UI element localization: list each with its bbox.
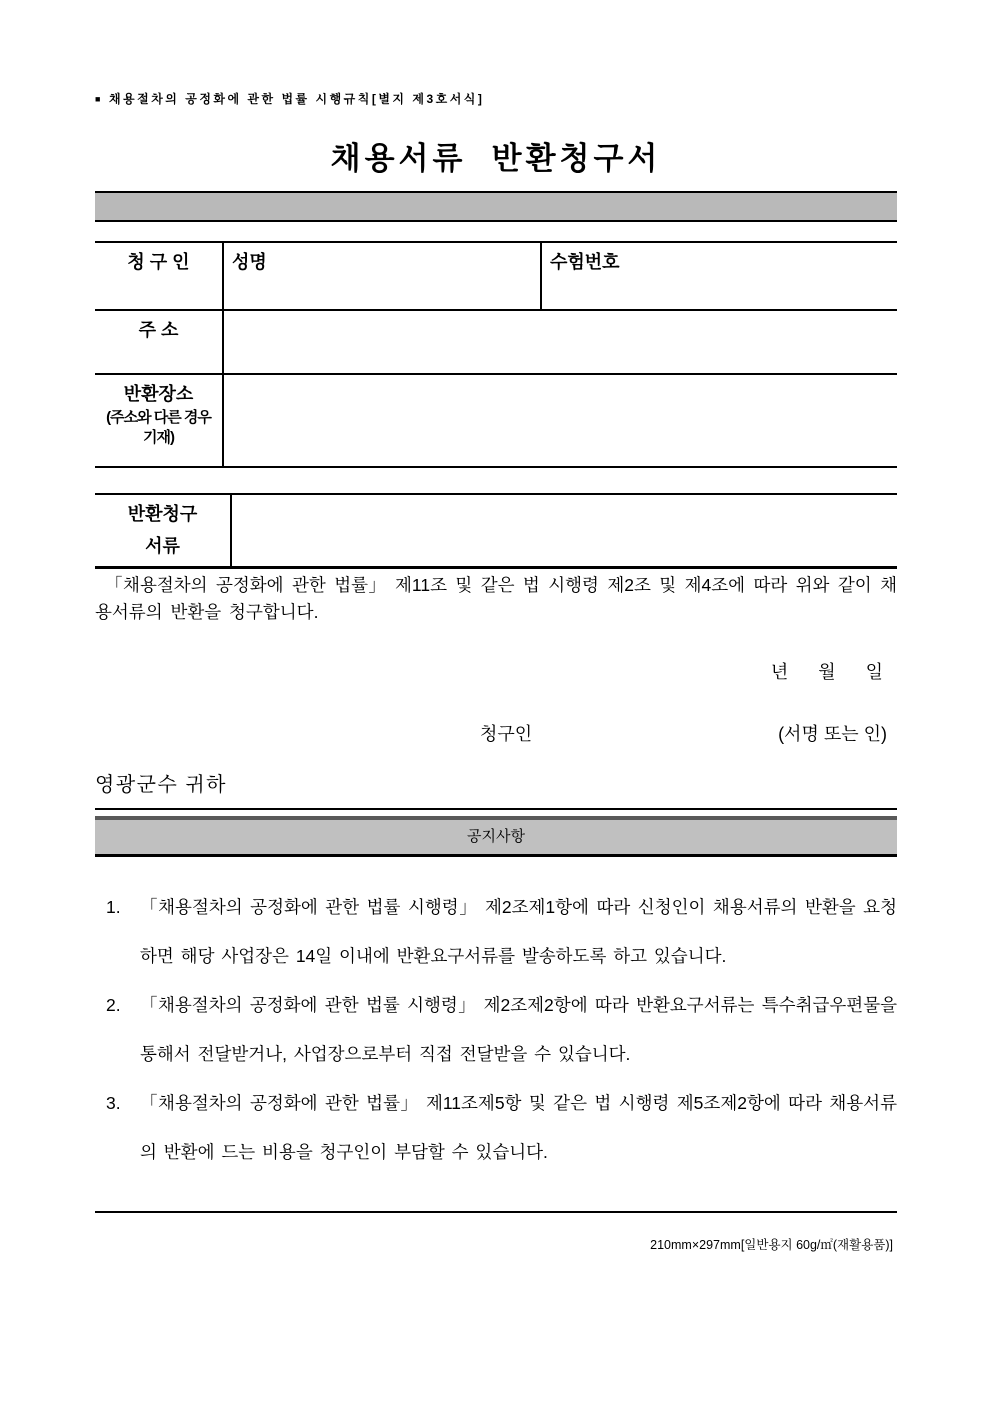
regulation-note-text: 채용절차의 공정화에 관한 법률 시행규칙[별지 제3호서식] — [108, 92, 485, 106]
paper-spec-note: 210mm×297mm[일반용지 60g/㎡(재활용품)] — [650, 1238, 893, 1253]
address-label: 주 소 — [95, 310, 223, 374]
signature-seal-note: (서명 또는 인) — [778, 724, 887, 745]
exam-number-input-cell[interactable]: 수험번호 — [541, 242, 897, 310]
address-input-cell[interactable] — [223, 310, 897, 374]
declaration-paragraph: 「채용절차의 공정화에 관한 법률」 제11조 및 같은 법 시행령 제2조 및 제4조에 따라 위와 같이 채용서류의 반환을 청구합니다. — [95, 575, 897, 623]
separator-bar — [95, 191, 897, 222]
page-title: 채용서류 반환청구서 — [330, 141, 662, 176]
bottom-rule — [95, 1211, 897, 1213]
return-place-note: (주소와 다른 경우 기재) — [106, 409, 211, 447]
list-item-text: 「채용절차의 공정화에 관한 법률 시행령」 제2조제1항에 따라 신청인이 채용서류의 반환을 요청하면 해당 사업장은 14일 이내에 반환요구서류를 발송하도록 하고 있습니다. — [140, 897, 897, 967]
return-docs-label-line2: 서류 — [145, 535, 180, 556]
regulation-note — [95, 90, 897, 107]
document-content — [95, 0, 897, 1253]
list-item-text: 「채용절차의 공정화에 관한 법률」 제11조제5항 및 같은 법 시행령 제5조제2항에 따라 채용서류의 반환에 드는 비용을 청구인이 부담할 수 있습니다. — [140, 1093, 897, 1163]
return-docs-label — [95, 494, 231, 568]
divider-rule — [95, 808, 897, 810]
return-docs-input-cell[interactable] — [231, 494, 897, 568]
list-item — [95, 1079, 897, 1177]
list-item-text: 「채용절차의 공정화에 관한 법률 시행령」 제2조제2항에 따라 반환요구서류는 특수취급우편물을 통해서 전달받거나, 사업장으로부터 직접 전달받을 수 있습니다. — [140, 995, 897, 1065]
return-place-input-cell[interactable] — [223, 374, 897, 467]
return-docs-table — [95, 493, 897, 569]
table-row — [95, 242, 897, 310]
return-place-label — [95, 374, 223, 467]
list-item — [95, 883, 897, 981]
notice-header-bar — [95, 816, 897, 857]
recipient-line: 영광군수 귀하 — [95, 774, 227, 797]
return-docs-label-line1: 반환청구 — [127, 504, 198, 524]
applicant-info-table — [95, 241, 897, 468]
date-line: 년 월 일 — [770, 662, 883, 683]
table-row — [95, 494, 897, 568]
list-item — [95, 981, 897, 1079]
list-item-number: 3. — [106, 1093, 121, 1114]
list-item-number: 1. — [106, 897, 121, 918]
square-bullet-icon: ■ — [95, 94, 103, 104]
notice-header-label: 공지사항 — [467, 828, 525, 846]
applicant-label: 청 구 인 — [95, 242, 223, 310]
list-item-number: 2. — [106, 995, 121, 1016]
table-row — [95, 374, 897, 467]
signature-applicant-label: 청구인 — [480, 724, 533, 745]
notice-list — [95, 883, 897, 1177]
signature-row — [95, 720, 897, 746]
return-place-label-text: 반환장소 — [123, 384, 194, 404]
table-row — [95, 310, 897, 374]
name-input-cell[interactable]: 성명 — [223, 242, 541, 310]
